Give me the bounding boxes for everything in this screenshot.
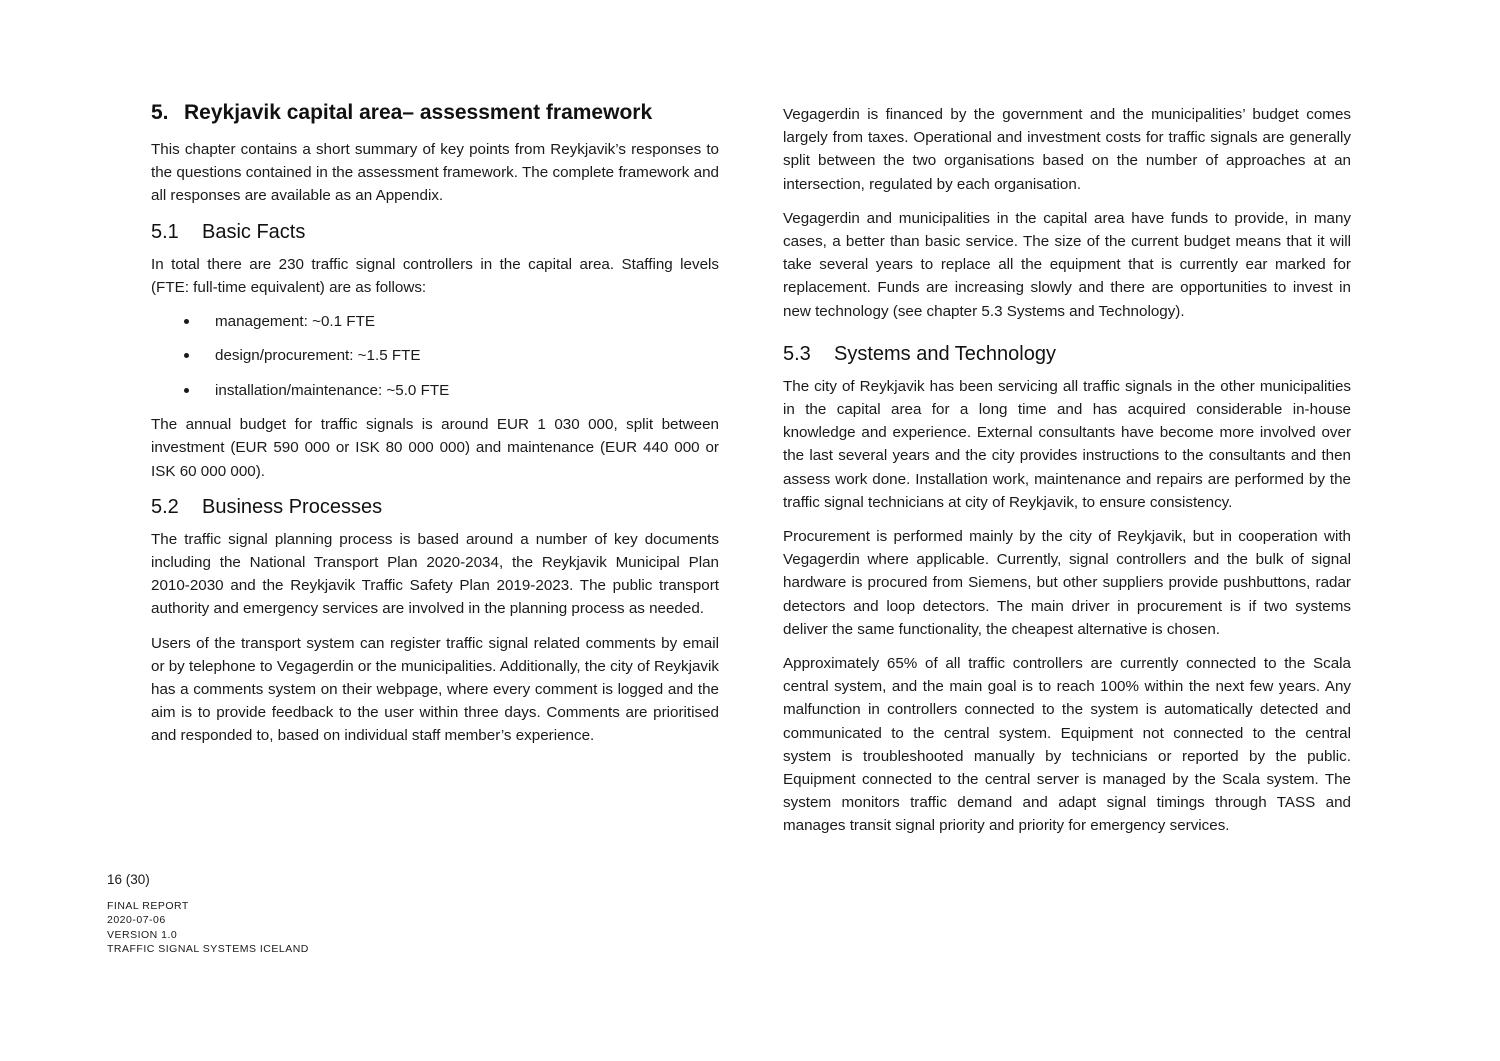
servicing-paragraph: The city of Reykjavik has been servicing all traffic signals in the other municipalities in the capital area for a long time and has acquired considerable in-house knowledge and experience. External consultants have become more involved over the last several years and the city provides instructions to the consultants and then assess work done. Installation work, maintenance and repairs are performed by the traffic signal technicians at city of Reykjavik, to ensure consistency. — [783, 377, 1351, 511]
left-column — [151, 99, 719, 759]
document-type: FINAL REPORT — [107, 900, 189, 912]
bullet-icon — [184, 388, 189, 393]
procurement-paragraph: Procurement is performed mainly by the city of Reykjavik, but in cooperation with Vegagerdin where applicable. Currently, signal controllers and the bulk of signal hardware is procured from Siemens, but other suppliers provide pushbuttons, radar detectors and loop detectors. The main driver in procurement is if two systems deliver the same functionality, the cheapest alternative is chosen. — [783, 528, 1351, 638]
chapter-heading — [151, 99, 719, 127]
bullet-icon — [184, 353, 189, 358]
planning-process-paragraph: The traffic signal planning process is based around a number of key documents including the National Transport Plan 2020-2034, the Reykjavik Municipal Plan 2010-2030 and the Reykjavik Traffic Safety Plan 2019-2023. The public transport authority and emergency services are involved in the planning process as needed. — [151, 530, 719, 618]
document-version: VERSION 1.0 — [107, 928, 178, 941]
staffing-list — [151, 310, 719, 402]
list-item: design/procurement: ~1.5 FTE — [151, 344, 719, 367]
section-number: 5.3 — [783, 342, 811, 365]
chapter-number: 5. — [151, 101, 169, 124]
right-column — [783, 103, 1351, 849]
document-date: 2020-07-06 — [107, 914, 166, 927]
funds-paragraph: Vegagerdin and municipalities in the capital area have funds to provide, in many cases, a better than basic service. The size of the current budget means that it will take several years to replace all the equipment that is currently ear marked for replacement. Funds are increasing slowly and there are opportunities to invest in new technology (see chapter 5.3 Systems and Technology). — [783, 209, 1351, 320]
user-comments-paragraph: Users of the transport system can register traffic signal related comments by email or by telephone to Vegagerdin or the municipalities. Additionally, the city of Reykjavik has a comments system on their webpage, where every comment is logged and the aim is to provide feedback to the user within three days. Comments are prioritised and responded to, based on individual staff member’s experience. — [151, 634, 719, 745]
chapter-intro: This chapter contains a short summary of key points from Reykjavik’s responses to the questions contained in the assessment framework. The complete framework and all responses are available as an Appendix. — [151, 141, 719, 205]
section-number: 5.1 — [151, 220, 179, 243]
section-heading-5-2 — [151, 494, 719, 520]
section-number: 5.2 — [151, 495, 179, 518]
section-title: Systems and Technology — [834, 342, 1056, 365]
section-heading-5-3 — [783, 341, 1351, 367]
list-item: management: ~0.1 FTE — [151, 310, 719, 333]
list-item: installation/maintenance: ~5.0 FTE — [151, 379, 719, 402]
project-name: TRAFFIC SIGNAL SYSTEMS ICELAND — [107, 943, 309, 956]
section-heading-5-1 — [151, 219, 719, 245]
page-footer — [107, 871, 309, 957]
section-title: Basic Facts — [202, 220, 306, 243]
chapter-title: Reykjavik capital area– assessment framework — [184, 101, 653, 124]
section-title: Business Processes — [202, 495, 383, 518]
page-number: 16 (30) — [107, 872, 150, 887]
basic-facts-paragraph: In total there are 230 traffic signal controllers in the capital area. Staffing levels (FTE: full-time equivalent) are as follows: — [151, 255, 719, 296]
financing-paragraph: Vegagerdin is financed by the government and the municipalities’ budget comes largely from taxes. Operational and investment costs for traffic signals are generally split between the two organisations based on the number of approaches at an intersection, regulated by each organisation. — [783, 106, 1351, 193]
central-system-paragraph: Approximately 65% of all traffic controllers are currently connected to the Scala central system, and the main goal is to reach 100% within the next few years. Any malfunction in controllers connected to the system is automatically detected and communicated to the central system. Equipment not connected to the central system is troubleshooted manually by technicians or reported by the public. Equipment connected to the central server is managed by the Scala system. The system monitors traffic demand and adapt signal timings through TASS and manages transit signal priority and priority for emergency services. — [783, 655, 1351, 835]
budget-paragraph: The annual budget for traffic signals is around EUR 1 030 000, split between investment (EUR 590 000 or ISK 80 000 000) and maintenance (EUR 440 000 or ISK 60 000 000). — [151, 416, 719, 480]
bullet-icon — [184, 319, 189, 324]
